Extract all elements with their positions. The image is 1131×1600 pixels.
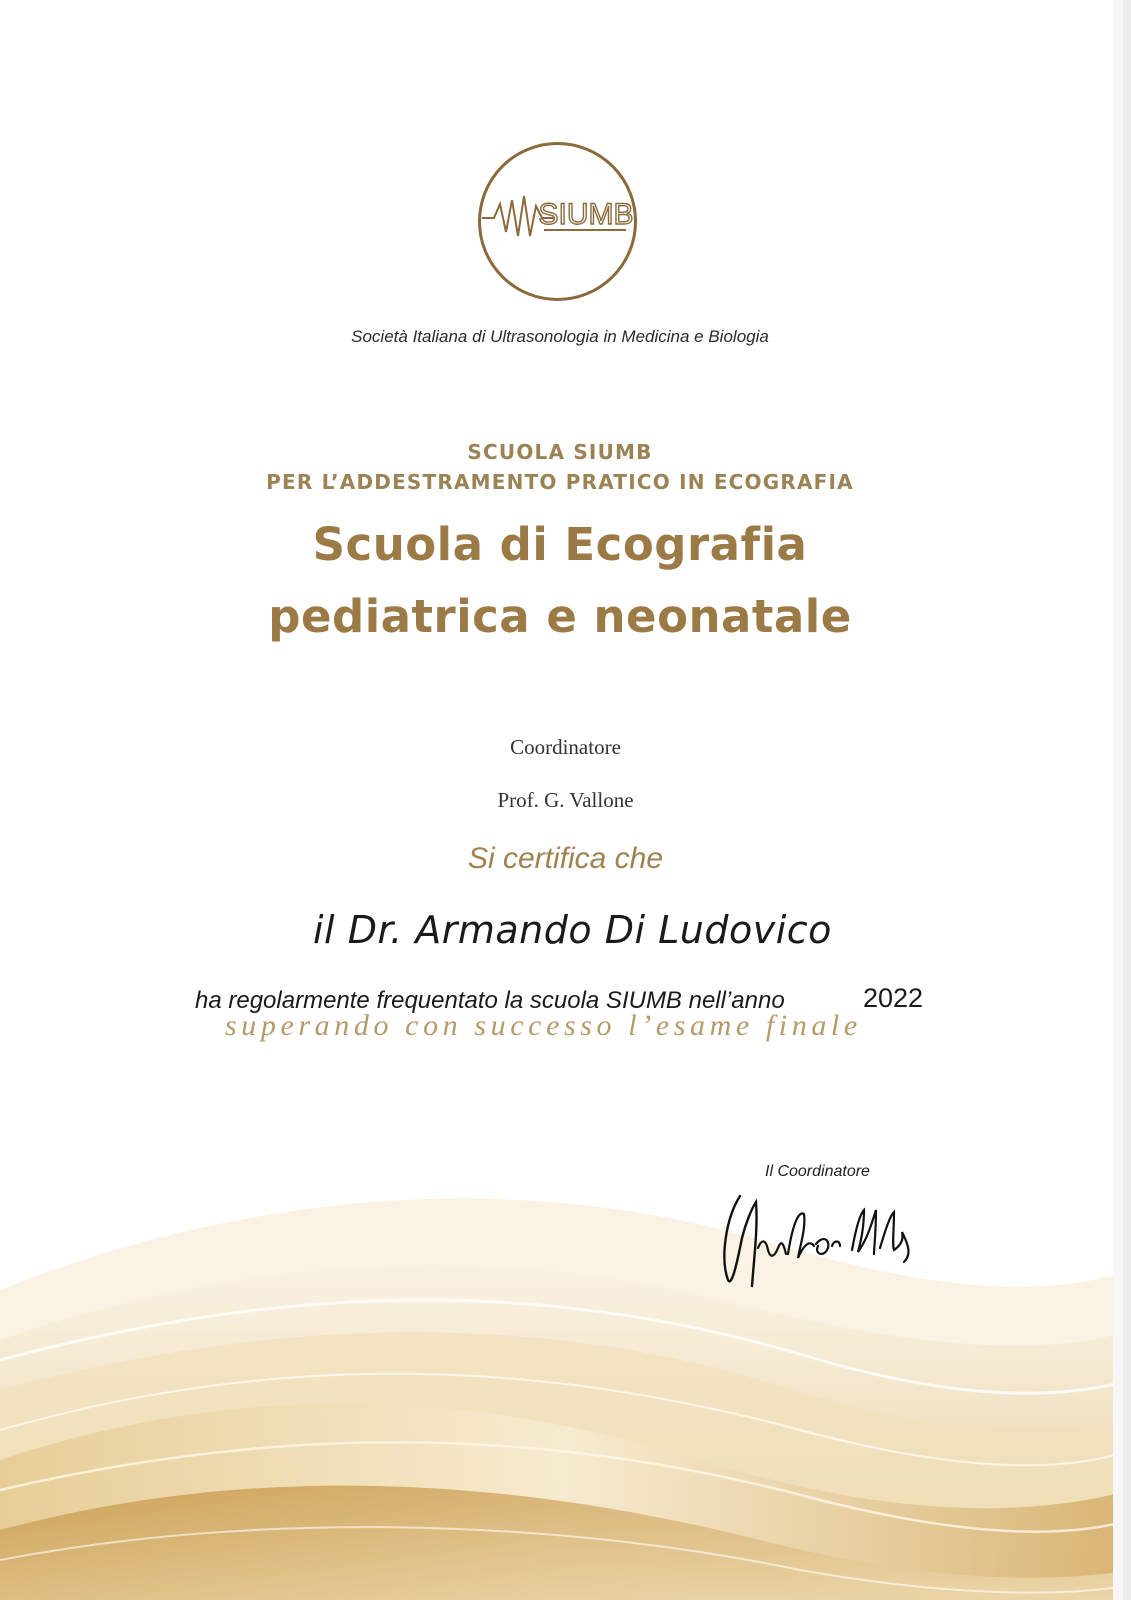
course-title-line2: pediatrica e neonatale [268,590,852,643]
recipient-name: il Dr. Armando Di Ludovico [313,908,832,952]
coordinator-label: Coordinatore [510,735,621,759]
society-name: Società Italiana di Ultrasonologia in Medicina e Biologia [351,327,769,346]
certification-intro: Si certifica che [467,842,664,875]
attendance-statement: ha regolarmente frequentato la scuola SIUMB nell’anno [195,987,785,1014]
logo-text: SIUMB [538,198,634,231]
coordinator-name: Prof. G. Vallone [497,788,634,812]
coordinator-signature [718,1188,923,1294]
course-title-line1: Scuola di Ecografia [312,518,808,571]
signature-label: Il Coordinatore [765,1163,870,1180]
gold-wave-background [0,1130,1131,1600]
exam-statement: superando con successo l’esame finale [225,1009,862,1042]
attendance-year: 2022 [863,983,924,1013]
school-heading: SCUOLA SIUMB [467,440,653,464]
siumb-logo [476,140,639,303]
school-subheading: PER L’ADDESTRAMENTO PRATICO IN ECOGRAFIA [266,470,854,494]
